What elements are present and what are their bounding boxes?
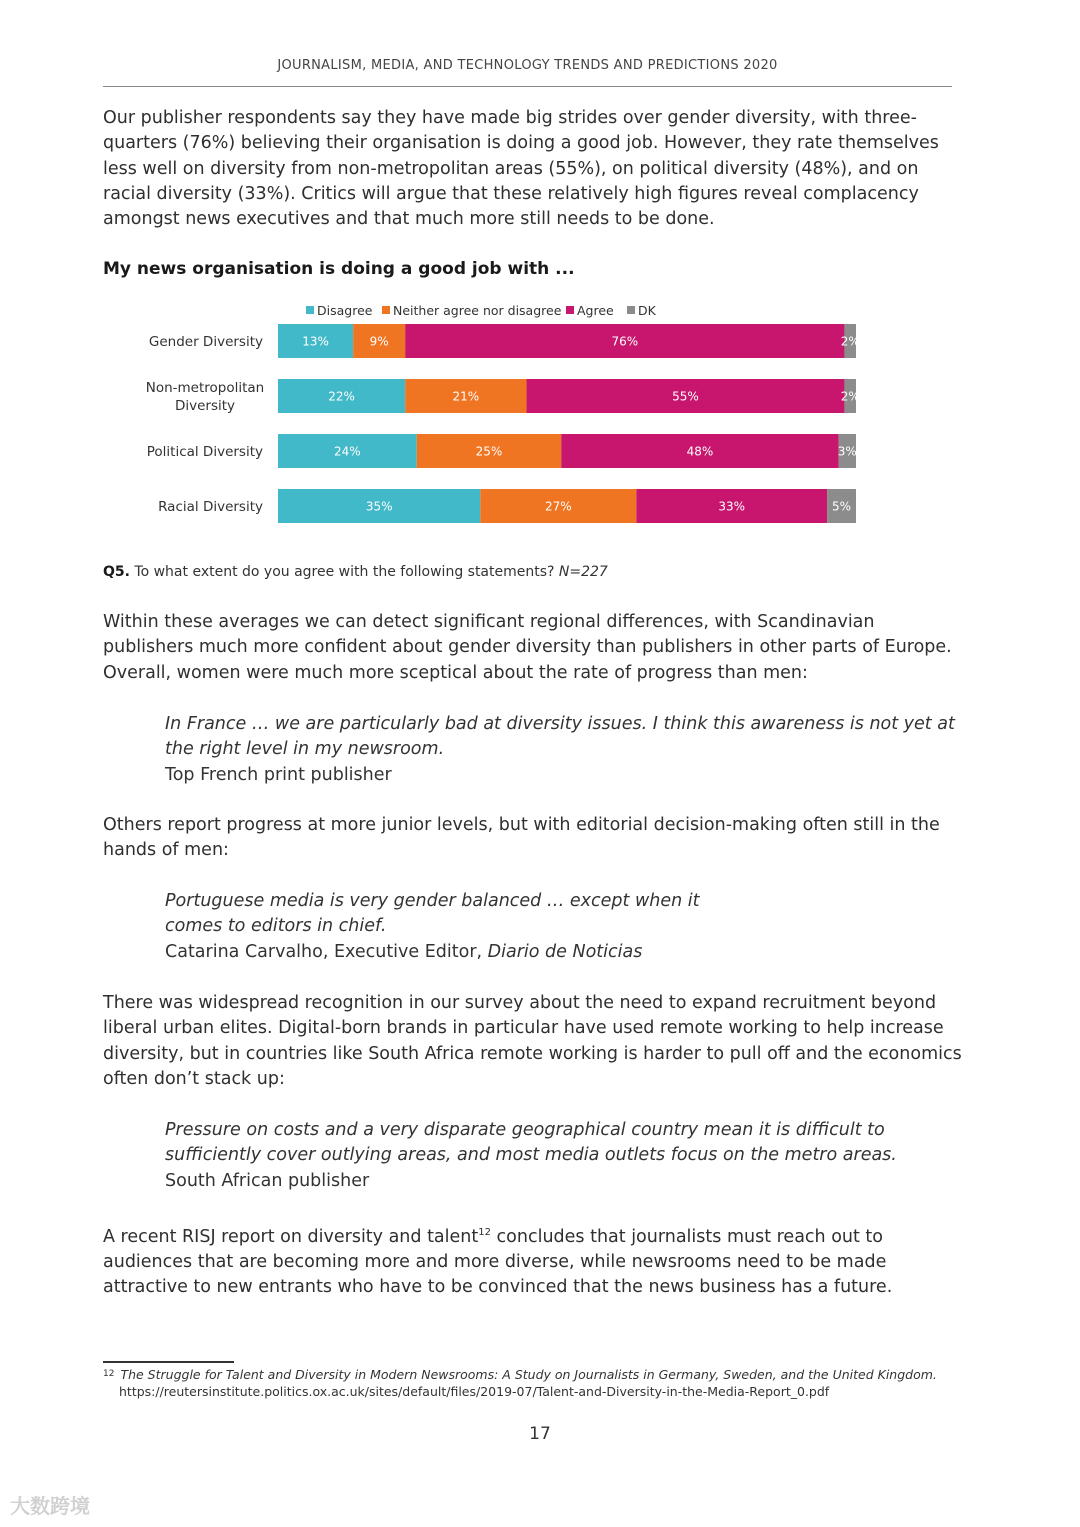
data-label: 9% bbox=[369, 334, 389, 349]
quote-attribution: Top French print publisher bbox=[165, 764, 392, 785]
legend-label-agree: Agree bbox=[577, 303, 614, 318]
paragraph-intro: Our publisher respondents say they have made big strides over gender diversity, with three-quarters (76%) believing their organisation is doing a good job. However, they rate themselves less well on diversity from non-metropolitan areas (55%), on political diversity (48%), and on racial diversity (33%). Critics will argue that these relatively high figures reveal complacency amongst news executives and that much more still needs to be done. bbox=[103, 108, 939, 230]
paragraph-recruitment: There was widespread recognition in our survey about the need to expand recruitment beyond liberal urban elites. Digital-born brands in particular have used remote working to help increase diversity, but in countries like South Africa remote working is harder to pull off and the economics often don’t stack up: bbox=[103, 993, 962, 1089]
paragraph-regional: Within these averages we can detect significant regional differences, with Scandinavian publishers much more confident about gender diversity than publishers in other parts of Europe. Overall, women were much more sceptical about the rate of progress than men: bbox=[103, 612, 952, 683]
running-header: JOURNALISM, MEDIA, AND TECHNOLOGY TRENDS AND PREDICTIONS 2020 bbox=[277, 58, 778, 73]
quote-text: In France … we are particularly bad at diversity issues. I think this awareness is not yet at the right level in my newsroom. bbox=[165, 714, 955, 760]
legend-swatch-neither-agree-nor-disagree bbox=[382, 306, 390, 314]
footnote-title: The Struggle for Talent and Diversity in Modern Newsrooms: A Study on Journalists in Germany, Sweden, and the United Kingdom. bbox=[120, 1367, 937, 1382]
question-note bbox=[103, 564, 608, 580]
legend-swatch-agree bbox=[566, 306, 574, 314]
attribution-name: Catarina Carvalho, Executive Editor, bbox=[165, 941, 488, 962]
data-label: 2% bbox=[840, 334, 860, 349]
footnote bbox=[103, 1366, 963, 1400]
legend-swatch-disagree bbox=[306, 306, 314, 314]
page-number: 17 bbox=[529, 1424, 551, 1444]
legend-swatch-dk bbox=[627, 306, 635, 314]
paragraph-risj bbox=[103, 1220, 963, 1301]
chart-title: My news organisation is doing a good job with ... bbox=[103, 259, 575, 279]
category-label: Diversity bbox=[174, 398, 236, 414]
watermark-logo: 大数跨境 bbox=[10, 1494, 90, 1518]
data-label: 5% bbox=[832, 499, 852, 514]
sample-size: N=227 bbox=[558, 564, 608, 580]
category-label: Gender Diversity bbox=[148, 334, 263, 350]
data-label: 24% bbox=[334, 444, 361, 459]
data-label: 21% bbox=[452, 389, 480, 404]
data-label: 27% bbox=[544, 499, 572, 514]
category-label: Political Diversity bbox=[146, 444, 263, 460]
footnote-ref[interactable]: 12 bbox=[478, 1227, 491, 1238]
quote-south-africa bbox=[165, 1118, 955, 1194]
question-text: To what extent do you agree with the following statements? bbox=[129, 564, 559, 580]
legend-label-dk: DK bbox=[638, 303, 656, 318]
footnote-divider bbox=[103, 1361, 234, 1363]
footnote-number: 12 bbox=[103, 1369, 115, 1379]
risj-text-start: A recent RISJ report on diversity and talent bbox=[103, 1226, 479, 1247]
data-label: 22% bbox=[328, 389, 355, 404]
stacked-bar-chart bbox=[100, 296, 870, 532]
quote-attribution bbox=[165, 940, 725, 965]
data-label: 35% bbox=[365, 499, 393, 514]
quote-attribution: South African publisher bbox=[165, 1170, 370, 1191]
data-label: 76% bbox=[611, 334, 639, 349]
quote-text: Pressure on costs and a very disparate geographical country mean it is difficult to sufficiently cover outlying areas, and most media outlets focus on the metro areas. bbox=[165, 1120, 897, 1166]
paragraph-junior: Others report progress at more junior levels, but with editorial decision-making often still in the hands of men: bbox=[103, 815, 940, 861]
category-label: Non-metropolitan bbox=[145, 380, 265, 396]
data-label: 48% bbox=[686, 444, 714, 459]
header-divider bbox=[103, 86, 952, 87]
risj-text-end: concludes that journalists must reach out to audiences that are becoming more and more diverse, while newsrooms need to be made attractive to new entrants who have to be convinced that the news business has a future. bbox=[103, 1226, 893, 1298]
quote-portugal bbox=[165, 889, 725, 965]
data-label: 55% bbox=[672, 389, 699, 404]
data-label: 25% bbox=[475, 444, 503, 459]
quote-france bbox=[165, 712, 955, 788]
attribution-publication: Diario de Noticias bbox=[487, 941, 643, 962]
data-label: 2% bbox=[840, 389, 860, 404]
footnote-link[interactable]: https://reutersinstitute.politics.ox.ac.uk/sites/default/files/2019-07/Talent-and-Diversity-in-the-Media-Report_0.pdf bbox=[119, 1384, 830, 1399]
category-label: Racial Diversity bbox=[158, 499, 263, 515]
question-label: Q5. bbox=[103, 564, 130, 580]
legend-label-disagree: Disagree bbox=[317, 303, 373, 318]
legend-label-neither-agree-nor-disagree: Neither agree nor disagree bbox=[393, 303, 562, 318]
data-label: 33% bbox=[718, 499, 746, 514]
quote-text: Portuguese media is very gender balanced … except when it comes to editors in chief. bbox=[165, 891, 700, 937]
data-label: 13% bbox=[302, 334, 329, 349]
data-label: 3% bbox=[837, 444, 857, 459]
